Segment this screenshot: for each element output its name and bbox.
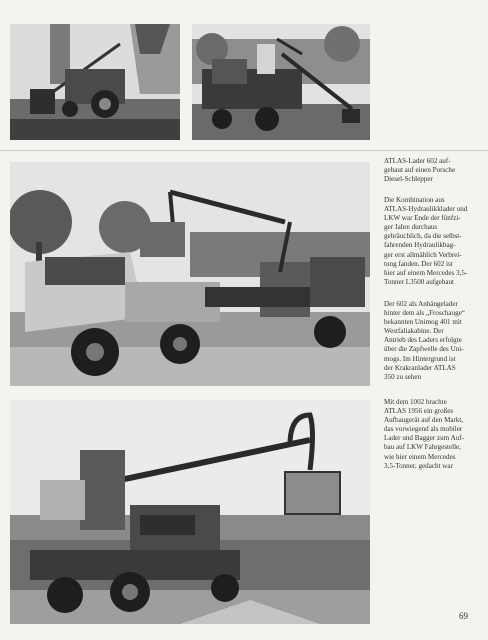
photo-unimog-trailer-loader: [10, 162, 370, 386]
caption-line: über die Zapfwelle des Uni-: [384, 345, 464, 354]
caption-line: tung fanden. Der 602 ist: [384, 259, 453, 268]
caption-line: ATLAS-Lader 602 auf-: [384, 157, 451, 165]
caption-line: gebaut auf einen Porsche: [384, 166, 456, 175]
caption-line: ger erst allmählich Verbrei-: [384, 250, 462, 259]
caption-line: ger Jahre durchaus: [384, 223, 438, 232]
photo-unimog-trailer-loader-image: [10, 162, 370, 386]
caption-line: ATLAS 1956 ein großes: [384, 407, 454, 416]
caption-atlas-1002: [384, 398, 480, 471]
caption-line: Lader und Bagger zum Auf-: [384, 434, 464, 443]
caption-line: wie hier einem Mercedes: [384, 452, 456, 461]
caption-line: fahrenden Hydraulikbag-: [384, 241, 456, 250]
caption-line: 350 zu sehen: [384, 372, 422, 381]
caption-602-unimog: [384, 300, 480, 382]
photo-atlas-1002-on-truck: [10, 400, 370, 624]
caption-line: ATLAS-Hydraulikklader und: [384, 205, 468, 214]
caption-line: hier auf einem Mercedes 3,5-: [384, 268, 468, 277]
caption-line: bau auf LKW Fahrgestelle,: [384, 443, 461, 452]
caption-atlas-602-porsche: [384, 157, 480, 184]
caption-line: Antrieb des Laders erfolgte: [384, 336, 462, 345]
caption-line: Diesel-Schlepper: [384, 175, 433, 184]
photo-loader-on-truck-workers-image: [192, 24, 370, 140]
caption-line: Mit dem 1002 brachte: [384, 398, 447, 406]
caption-hydraulic-loader-truck: [384, 196, 480, 287]
caption-line: der Krakranlader ATLAS: [384, 363, 456, 372]
caption-line: Der 602 als Anhängelader: [384, 300, 458, 308]
caption-line: mogs. Im Hintergrund ist: [384, 354, 456, 363]
caption-line: Die Kombination aus: [384, 196, 445, 204]
section-divider: [0, 150, 488, 151]
caption-line: Aufbaugerät auf den Markt,: [384, 416, 464, 425]
caption-line: hinter dem als „Froschauge“: [384, 309, 465, 318]
photo-loader-on-tractor-image: [10, 24, 180, 140]
caption-line: gebräuchlich, da die selbst-: [384, 232, 462, 241]
caption-line: 3,5-Tonner, gedacht war: [384, 461, 453, 470]
caption-line: das vorwiegend als mobiler: [384, 425, 463, 434]
photo-loader-on-tractor: [10, 24, 180, 140]
caption-line: LKW war Ende der fünfzi-: [384, 214, 461, 223]
caption-line: bekannten Unimog 401 mit: [384, 318, 462, 327]
caption-line: Westfaliakabine. Der: [384, 327, 444, 336]
page-number: 69: [459, 611, 468, 621]
photo-atlas-1002-on-truck-image: [10, 400, 370, 624]
caption-line: Tonner L3500 aufgebaut: [384, 277, 455, 286]
photo-loader-on-truck-workers: [192, 24, 370, 140]
